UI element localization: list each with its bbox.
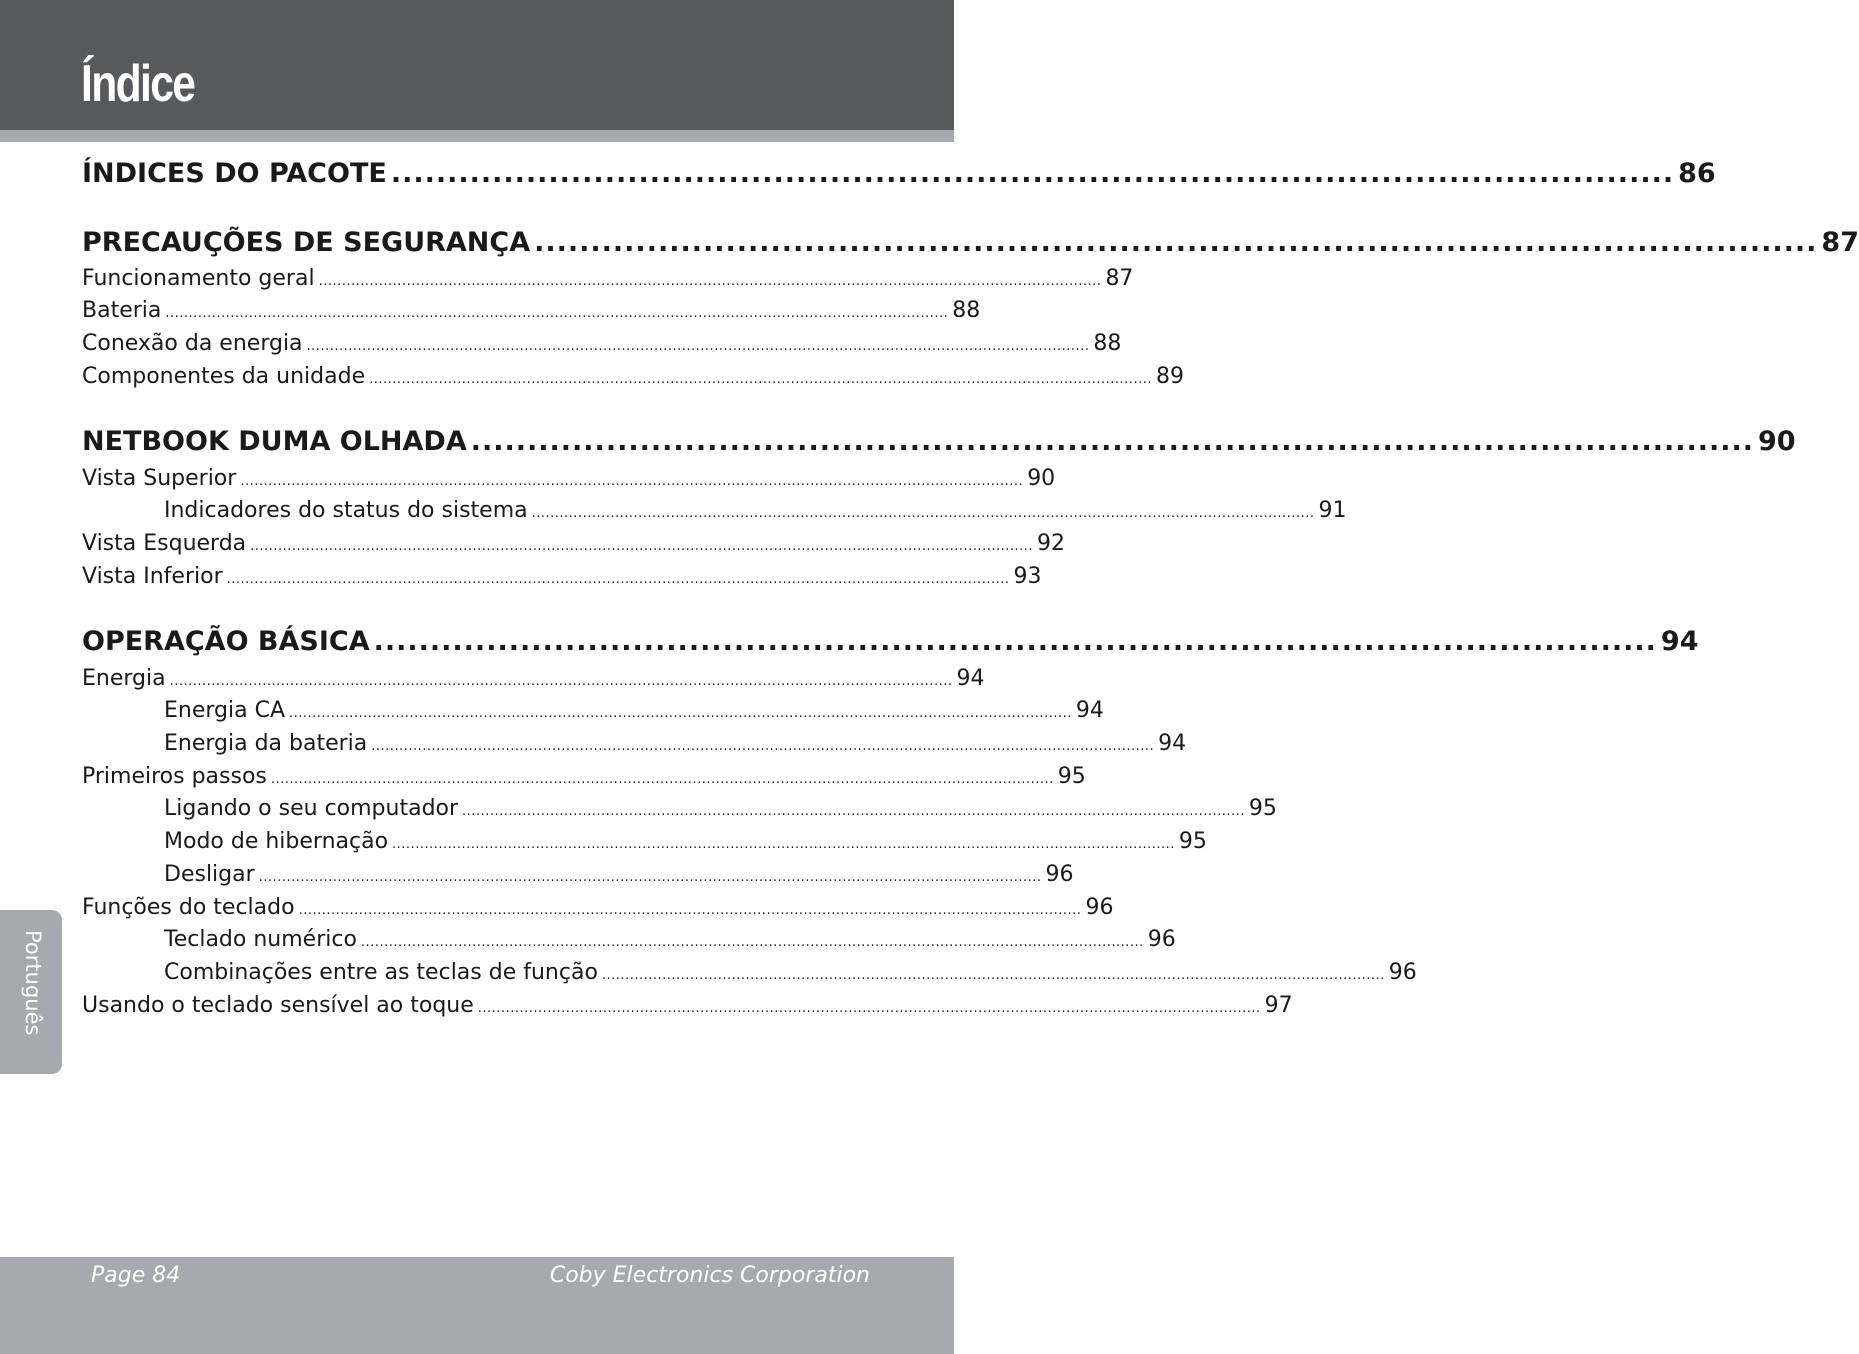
toc-entry[interactable] xyxy=(82,266,1134,296)
toc-label: PRECAUÇÕES DE SEGURANÇA xyxy=(82,227,531,258)
dot-leader: .................................................................................................................. xyxy=(390,158,1675,189)
dot-leader: .................................................................................................................. xyxy=(470,426,1755,457)
toc-entry[interactable] xyxy=(82,531,1066,561)
toc-page-number: 96 xyxy=(1147,927,1176,952)
toc-page-number: 92 xyxy=(1037,531,1066,556)
toc-page-number: 86 xyxy=(1678,158,1716,189)
toc-entry[interactable] xyxy=(82,564,1042,594)
footer-page-number: Page 84 xyxy=(91,1263,181,1288)
toc-label: Energia xyxy=(82,666,166,691)
toc-page-number: 91 xyxy=(1318,498,1347,523)
dot-leader: ......................................................................................................................................................................... xyxy=(531,506,1315,521)
toc-label: Bateria xyxy=(82,298,162,323)
toc-label: Ligando o seu computador xyxy=(164,796,459,821)
toc-label: Teclado numérico xyxy=(164,927,357,952)
toc-entry[interactable] xyxy=(82,331,1122,361)
toc-subentry[interactable] xyxy=(82,698,1104,728)
toc-entry[interactable] xyxy=(82,364,1184,394)
toc-page-number: 96 xyxy=(1045,862,1074,887)
header-stripe xyxy=(0,130,954,142)
toc-label: Vista Superior xyxy=(82,466,237,491)
toc-page-number: 95 xyxy=(1057,764,1086,789)
toc-entry[interactable] xyxy=(82,298,981,328)
toc-label: NETBOOK DUMA OLHADA xyxy=(82,426,467,457)
toc-label: Modo de hibernação xyxy=(164,829,389,854)
toc-subentry[interactable] xyxy=(82,829,1207,859)
dot-leader: ......................................................................................................................................................................... xyxy=(169,674,953,689)
toc-label: Vista Esquerda xyxy=(82,531,247,556)
toc-section[interactable] xyxy=(82,426,1796,462)
toc-subentry[interactable] xyxy=(82,731,1187,761)
toc-subentry[interactable] xyxy=(82,927,1176,957)
toc-page-number: 90 xyxy=(1758,426,1796,457)
toc-label: Energia CA xyxy=(164,698,285,723)
toc-subentry[interactable] xyxy=(82,862,1074,892)
language-tab-label: Português xyxy=(21,930,45,1036)
dot-leader: .................................................................................................................. xyxy=(373,626,1657,657)
toc-label: Indicadores do status do sistema xyxy=(164,498,528,523)
footer-company-name: Coby Electronics Corporation xyxy=(549,1263,870,1288)
dot-leader: ......................................................................................................................................................................... xyxy=(601,968,1385,983)
toc-page-number: 88 xyxy=(952,298,981,323)
toc-entry[interactable] xyxy=(82,666,985,696)
dot-leader: ......................................................................................................................................................................... xyxy=(477,1001,1261,1016)
toc-label: Funções do teclado xyxy=(82,895,295,920)
dot-leader: ......................................................................................................................................................................... xyxy=(360,935,1144,950)
toc-page-number: 90 xyxy=(1027,466,1056,491)
toc-page-number: 88 xyxy=(1093,331,1122,356)
dot-leader: ......................................................................................................................................................................... xyxy=(165,306,949,321)
dot-leader: ......................................................................................................................................................................... xyxy=(298,903,1082,918)
toc-entry[interactable] xyxy=(82,895,1114,925)
toc-subentry[interactable] xyxy=(82,498,1347,528)
toc-page-number: 94 xyxy=(1158,731,1187,756)
toc-page-number: 95 xyxy=(1178,829,1207,854)
toc-page-number: 87 xyxy=(1105,266,1134,291)
dot-leader: ......................................................................................................................................................................... xyxy=(226,572,1010,587)
dot-leader: ......................................................................................................................................................................... xyxy=(392,837,1175,852)
dot-leader: ......................................................................................................................................................................... xyxy=(318,274,1102,289)
toc-section[interactable] xyxy=(82,626,1699,662)
dot-leader: ......................................................................................................................................................................... xyxy=(240,474,1024,489)
toc-page-number: 94 xyxy=(1660,626,1699,657)
toc-label: ÍNDICES DO PACOTE xyxy=(82,158,387,189)
toc-section[interactable] xyxy=(82,158,1716,194)
dot-leader: ......................................................................................................................................................................... xyxy=(306,339,1090,354)
toc-entry[interactable] xyxy=(82,466,1056,496)
toc-page-number: 97 xyxy=(1264,993,1293,1018)
toc-label: Primeiros passos xyxy=(82,764,267,789)
dot-leader: ......................................................................................................................................................................... xyxy=(270,772,1054,787)
dot-leader: ......................................................................................................................................................................... xyxy=(258,870,1042,885)
toc-subentry[interactable] xyxy=(82,796,1277,826)
dot-leader: ......................................................................................................................................................................... xyxy=(462,804,1245,819)
page-title: Índice xyxy=(81,55,195,113)
dot-leader: ......................................................................................................................................................................... xyxy=(289,706,1072,721)
toc-label: Conexão da energia xyxy=(82,331,303,356)
toc-page-number: 96 xyxy=(1085,895,1114,920)
dot-leader: ......................................................................................................................................................................... xyxy=(250,539,1034,554)
toc-label: Componentes da unidade xyxy=(82,364,366,389)
dot-leader: ......................................................................................................................................................................... xyxy=(371,739,1155,754)
toc-label: Funcionamento geral xyxy=(82,266,315,291)
toc-page-number: 87 xyxy=(1821,227,1859,258)
toc-page-number: 96 xyxy=(1388,960,1417,985)
toc-label: Desligar xyxy=(164,862,255,887)
toc-page-number: 89 xyxy=(1155,364,1184,389)
toc-section[interactable] xyxy=(82,227,1859,263)
toc-label: Usando o teclado sensível ao toque xyxy=(82,993,474,1018)
toc-label: Combinações entre as teclas de função xyxy=(164,960,598,985)
toc-label: Energia da bateria xyxy=(164,731,368,756)
toc-page-number: 95 xyxy=(1248,796,1277,821)
dot-leader: ......................................................................................................................................................................... xyxy=(369,372,1152,387)
toc-entry[interactable] xyxy=(82,764,1086,794)
toc-page-number: 94 xyxy=(1075,698,1104,723)
toc-label: Vista Inferior xyxy=(82,564,223,589)
toc-page-number: 94 xyxy=(956,666,985,691)
toc-entry[interactable] xyxy=(82,993,1293,1023)
toc-label: OPERAÇÃO BÁSICA xyxy=(82,626,370,657)
toc-subentry[interactable] xyxy=(82,960,1417,990)
toc-page-number: 93 xyxy=(1013,564,1042,589)
dot-leader: .................................................................................................................. xyxy=(534,227,1818,258)
